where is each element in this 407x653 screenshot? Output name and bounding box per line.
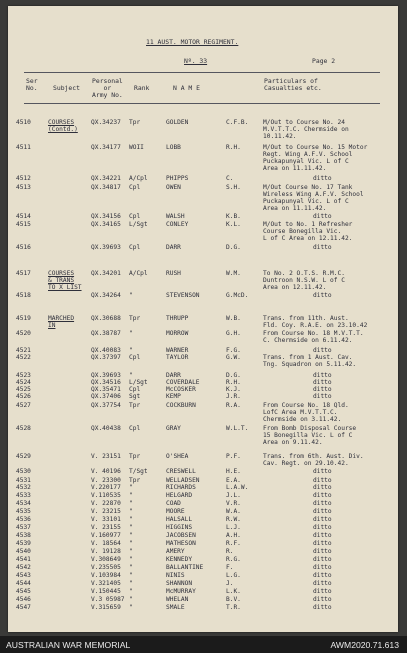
entry-particulars: ditto (313, 548, 332, 555)
entry-initials: T.R. (226, 604, 241, 611)
entry-particulars: M/Out to Course No. 15 Motor Regt. Wing A.F.V. School Puckapunyal Vic. L of C Area on 11.11.42. (263, 144, 368, 172)
entry-particulars: ditto (313, 588, 332, 595)
entry-rank: Cpl (129, 213, 141, 220)
entry-surname: McMURRAY (166, 588, 196, 595)
entry-initials: R.G. (226, 556, 241, 563)
entry-army-number: QX.37397 (91, 354, 121, 361)
entry-serial: 4519 (16, 315, 31, 322)
entry-serial: 4523 (16, 372, 31, 379)
entry-rank: " (129, 596, 133, 603)
entry-particulars: Trans. from 11th. Aust. Fld. Coy. R.A.E. on 23.10.42 (263, 315, 368, 329)
entry-initials: C. (226, 175, 234, 182)
entry-surname: WELLADSEN (166, 477, 200, 484)
entry-surname: COAD (166, 500, 181, 507)
entry-initials: F.G. (226, 347, 241, 354)
entry-initials: L.J. (226, 524, 241, 531)
entry-rank: " (129, 524, 133, 531)
entry-serial: 4524 (16, 379, 31, 386)
entry-surname: McCOSKER (166, 386, 196, 393)
entry-army-number: QX.34221 (91, 175, 121, 182)
entry-serial: 4547 (16, 604, 31, 611)
entry-initials: G.McD. (226, 292, 249, 299)
entry-particulars: From Course No. 18 M.V.T.T. C. Chermside on 6.11.42. (263, 330, 364, 344)
entry-serial: 4534 (16, 500, 31, 507)
entry-rank: T/Sgt (129, 468, 148, 475)
entry-rank: Tpr (129, 315, 141, 322)
entry-serial: 4536 (16, 516, 31, 523)
entry-particulars: M/Out Course No. 17 Tank Wireless Wing A.F.V. School Puckapunyal Vic. L of C Area on 11.11.42. (263, 184, 364, 212)
entry-army-number: V.315659 (91, 604, 121, 611)
entry-particulars: ditto (313, 508, 332, 515)
entry-initials: R.H. (226, 144, 241, 151)
entry-rank: Sgt (129, 393, 141, 400)
entry-particulars: ditto (313, 484, 332, 491)
entry-rank: " (129, 292, 133, 299)
entry-army-number: V.235505 (91, 564, 121, 571)
entry-initials: K.L. (226, 221, 241, 228)
entry-surname: SMALE (166, 604, 185, 611)
entry-serial: 4530 (16, 468, 31, 475)
entry-rank: Cpl (129, 184, 141, 191)
entry-rank: WOII (129, 144, 144, 151)
entry-particulars: ditto (313, 347, 332, 354)
entry-army-number: QX.34237 (91, 119, 121, 126)
entry-serial: 4544 (16, 580, 31, 587)
entry-subject: MARCHED IN (48, 315, 75, 329)
entry-serial: 4529 (16, 453, 31, 460)
entry-rank: Tpr (129, 477, 141, 484)
footer-institution: AUSTRALIAN WAR MEMORIAL (6, 640, 131, 650)
entry-rank: A/Cpl (129, 175, 148, 182)
entry-initials: S.H. (226, 184, 241, 191)
entry-surname: SHANNON (166, 580, 193, 587)
entry-subject: COURSES (Contd.) (48, 119, 78, 133)
column-header-particulars: Particulars of Casualties etc. (264, 77, 322, 92)
entry-initials: R.W. (226, 516, 241, 523)
entry-surname: O'SHEA (166, 453, 189, 460)
entry-surname: HIGGINS (166, 524, 193, 531)
entry-initials: D.G. (226, 372, 241, 379)
entry-rank: L/Sgt (129, 379, 148, 386)
entry-serial: 4539 (16, 540, 31, 547)
entry-army-number: V. 23215 (91, 508, 121, 515)
entry-serial: 4533 (16, 492, 31, 499)
entry-initials: W.M. (226, 270, 241, 277)
entry-particulars: ditto (313, 175, 332, 182)
entry-serial: 4521 (16, 347, 31, 354)
entry-rank: " (129, 492, 133, 499)
entry-surname: RICHARDS (166, 484, 196, 491)
entry-serial: 4542 (16, 564, 31, 571)
entry-rank: " (129, 532, 133, 539)
footer-accession-number: AWM2020.71.613 (330, 640, 399, 650)
column-header-rank: Rank (134, 84, 150, 92)
entry-surname: WALSH (166, 213, 185, 220)
entry-particulars: From Course No. 18 Qld. LofC Area M.V.T.T.C. Chermside on 3.11.42. (263, 402, 349, 423)
entry-particulars: ditto (313, 596, 332, 603)
entry-army-number: V.103984 (91, 572, 121, 579)
entry-particulars: ditto (313, 213, 332, 220)
entry-initials: L.G. (226, 572, 241, 579)
entry-rank: Cpl (129, 354, 141, 361)
entry-serial: 4531 (16, 477, 31, 484)
entry-initials: B.V. (226, 596, 241, 603)
entry-particulars: ditto (313, 492, 332, 499)
entry-serial: 4537 (16, 524, 31, 531)
entry-serial: 4518 (16, 292, 31, 299)
entry-army-number: V. 33101 (91, 516, 121, 523)
entry-particulars: ditto (313, 500, 332, 507)
entry-rank: " (129, 548, 133, 555)
entry-rank: " (129, 588, 133, 595)
entry-rank: Cpl (129, 386, 141, 393)
entry-particulars: ditto (313, 292, 332, 299)
entry-army-number: V.321405 (91, 580, 121, 587)
entry-surname: AMERY (166, 548, 185, 555)
entry-surname: NINIS (166, 572, 185, 579)
entry-initials: F. (226, 564, 234, 571)
entry-particulars: ditto (313, 516, 332, 523)
entry-subject: COURSES & TRANS TO X LIST (48, 270, 82, 291)
entry-army-number: V.220177 (91, 484, 121, 491)
order-number: Nº. 33 (184, 57, 208, 65)
entry-surname: THRUPP (166, 315, 189, 322)
entry-army-number: QX.38787 (91, 330, 121, 337)
entry-initials: E.A. (226, 477, 241, 484)
entry-rank: Tpr (129, 119, 141, 126)
entry-surname: COVERDALE (166, 379, 200, 386)
entry-initials: K.J. (226, 386, 241, 393)
entry-serial: 4512 (16, 175, 31, 182)
entry-serial: 4510 (16, 119, 31, 126)
entry-rank: " (129, 572, 133, 579)
entry-army-number: V. 23155 (91, 524, 121, 531)
entry-particulars: ditto (313, 572, 332, 579)
entry-rank: Tpr (129, 402, 141, 409)
entry-rank: A/Cpl (129, 270, 148, 277)
entry-particulars: ditto (313, 556, 332, 563)
entry-particulars: ditto (313, 244, 332, 251)
entry-rank: " (129, 556, 133, 563)
entry-surname: BALLANTINE (166, 564, 204, 571)
entry-serial: 4528 (16, 425, 31, 432)
entry-particulars: ditto (313, 580, 332, 587)
entry-particulars: ditto (313, 372, 332, 379)
entry-particulars: From Bomb Disposal Course 15 Bonegilla Vic. L of C Area on 9.11.42. (263, 425, 357, 446)
entry-serial: 4545 (16, 588, 31, 595)
entry-serial: 4514 (16, 213, 31, 220)
entry-army-number: QX.34156 (91, 213, 121, 220)
entry-particulars: ditto (313, 540, 332, 547)
entry-surname: TAYLOR (166, 354, 189, 361)
entry-initials: V.R. (226, 500, 241, 507)
entry-serial: 4538 (16, 532, 31, 539)
entry-army-number: QX.34817 (91, 184, 121, 191)
entry-initials: C.F.B. (226, 119, 249, 126)
entry-surname: WARNER (166, 347, 189, 354)
entry-army-number: QX.34201 (91, 270, 121, 277)
entry-army-number: QX.40083 (91, 347, 121, 354)
entry-initials: L.A.W. (226, 484, 249, 491)
entry-rank: " (129, 540, 133, 547)
entry-particulars: ditto (313, 468, 332, 475)
entry-surname: KEMP (166, 393, 181, 400)
entry-particulars: Trans. from 6th. Aust. Div. Cav. Regt. on 29.10.42. (263, 453, 364, 467)
entry-initials: A.H. (226, 532, 241, 539)
entry-serial: 4543 (16, 572, 31, 579)
entry-initials: J.R. (226, 393, 241, 400)
entry-army-number: V.150445 (91, 588, 121, 595)
entry-surname: DARR (166, 372, 181, 379)
column-header-subject: Subject (53, 84, 80, 92)
entry-particulars: ditto (313, 386, 332, 393)
entry-particulars: ditto (313, 477, 332, 484)
entry-particulars: M/Out to Course No. 24 M.V.T.T.C. Chermside on 10.11.42. (263, 119, 349, 140)
entry-initials: K.B. (226, 213, 241, 220)
entry-army-number: QX.34264 (91, 292, 121, 299)
entry-serial: 4541 (16, 556, 31, 563)
entry-surname: HELGARD (166, 492, 193, 499)
entry-rank: Cpl (129, 425, 141, 432)
entry-serial: 4513 (16, 184, 31, 191)
entry-rank: " (129, 372, 133, 379)
entry-army-number: QX.34165 (91, 221, 121, 228)
entry-rank: " (129, 604, 133, 611)
entry-surname: MORROW (166, 330, 189, 337)
entry-army-number: V. 23300 (91, 477, 121, 484)
entry-rank: " (129, 330, 133, 337)
entry-rank: " (129, 347, 133, 354)
entry-initials: W.L.T. (226, 425, 249, 432)
entry-army-number: QX.35471 (91, 386, 121, 393)
entry-particulars: ditto (313, 604, 332, 611)
entry-surname: CONLEY (166, 221, 189, 228)
entry-initials: G.H. (226, 330, 241, 337)
entry-surname: HALSALL (166, 516, 193, 523)
entry-rank: " (129, 508, 133, 515)
entry-army-number: V.308649 (91, 556, 121, 563)
document-page (8, 6, 398, 632)
entry-initials: G.W. (226, 354, 241, 361)
entry-particulars: ditto (313, 393, 332, 400)
entry-initials: J.L. (226, 492, 241, 499)
entry-particulars: ditto (313, 524, 332, 531)
entry-army-number: V.160977 (91, 532, 121, 539)
entry-surname: MATHESON (166, 540, 196, 547)
entry-surname: COCKBURN (166, 402, 196, 409)
column-header-name: N A M E (173, 84, 200, 92)
entry-serial: 4522 (16, 354, 31, 361)
entry-serial: 4526 (16, 393, 31, 400)
entry-initials: P.F. (226, 453, 241, 460)
entry-serial: 4520 (16, 330, 31, 337)
entry-serial: 4517 (16, 270, 31, 277)
entry-surname: STEVENSON (166, 292, 200, 299)
entry-serial: 4515 (16, 221, 31, 228)
entry-serial: 4525 (16, 386, 31, 393)
entry-army-number: V. 23151 (91, 453, 121, 460)
entry-surname: WHELAN (166, 596, 189, 603)
entry-initials: R.F. (226, 540, 241, 547)
entry-initials: R. (226, 548, 234, 555)
entry-army-number: QX.34177 (91, 144, 121, 151)
entry-army-number: QX.39693 (91, 372, 121, 379)
entry-surname: KENNEDY (166, 556, 193, 563)
entry-army-number: QX.39693 (91, 244, 121, 251)
entry-serial: 4532 (16, 484, 31, 491)
entry-rank: " (129, 564, 133, 571)
entry-army-number: QX.30688 (91, 315, 121, 322)
entry-rank: " (129, 500, 133, 507)
entry-particulars: ditto (313, 564, 332, 571)
entry-rank: " (129, 516, 133, 523)
entry-initials: J. (226, 580, 234, 587)
entry-rank: " (129, 580, 133, 587)
entry-surname: GRAY (166, 425, 181, 432)
entry-army-number: V.110535 (91, 492, 121, 499)
entry-serial: 4527 (16, 402, 31, 409)
entry-initials: W.B. (226, 315, 241, 322)
entry-army-number: QX.40438 (91, 425, 121, 432)
entry-initials: L.K. (226, 588, 241, 595)
entry-surname: CRESWELL (166, 468, 196, 475)
entry-rank: Tpr (129, 453, 141, 460)
entry-serial: 4535 (16, 508, 31, 515)
entry-particulars: ditto (313, 532, 332, 539)
entry-surname: LOBB (166, 144, 181, 151)
entry-army-number: V. 18564 (91, 540, 121, 547)
column-header-army-no: Personal or Army No. (92, 77, 123, 99)
entry-initials: W.A. (226, 508, 241, 515)
header-rule-top (24, 72, 380, 73)
entry-surname: MOORE (166, 508, 185, 515)
entry-serial: 4511 (16, 144, 31, 151)
entry-surname: GOLDEN (166, 119, 189, 126)
entry-particulars: Trans. from 1 Aust. Cav. Tng. Squadron on 5.11.42. (263, 354, 357, 368)
entry-particulars: M/Out to No. 1 Refresher Course Bonegilla Vic. L of C Area on 12.11.42. (263, 221, 353, 242)
document-title: 11 AUST. MOTOR REGIMENT. (146, 38, 239, 46)
entry-army-number: V. 22870 (91, 500, 121, 507)
header-rule-bottom (24, 103, 380, 104)
entry-particulars: ditto (313, 379, 332, 386)
entry-army-number: QX.34516 (91, 379, 121, 386)
entry-army-number: V.3 05987 (91, 596, 125, 603)
entry-surname: PHIPPS (166, 175, 189, 182)
archive-footer (0, 636, 407, 653)
entry-initials: H.E. (226, 468, 241, 475)
entry-initials: R.A. (226, 402, 241, 409)
entry-surname: OWEN (166, 184, 181, 191)
entry-initials: D.G. (226, 244, 241, 251)
entry-rank: Cpl (129, 244, 141, 251)
entry-surname: JACOBSEN (166, 532, 196, 539)
entry-rank: " (129, 484, 133, 491)
entry-surname: RUSH (166, 270, 181, 277)
entry-army-number: V. 19128 (91, 548, 121, 555)
entry-particulars: To No. 2 O.T.S. R.M.C. Duntroon N.S.W. L of C Area on 12.11.42. (263, 270, 345, 291)
entry-army-number: QX.37406 (91, 393, 121, 400)
page-number: Page 2 (312, 57, 336, 65)
entry-army-number: QX.37754 (91, 402, 121, 409)
entry-rank: L/Sgt (129, 221, 148, 228)
entry-army-number: V. 40196 (91, 468, 121, 475)
entry-initials: R.H. (226, 379, 241, 386)
entry-serial: 4540 (16, 548, 31, 555)
entry-surname: DARR (166, 244, 181, 251)
entry-serial: 4516 (16, 244, 31, 251)
entry-serial: 4546 (16, 596, 31, 603)
column-header-serial: Ser No. (26, 77, 38, 92)
